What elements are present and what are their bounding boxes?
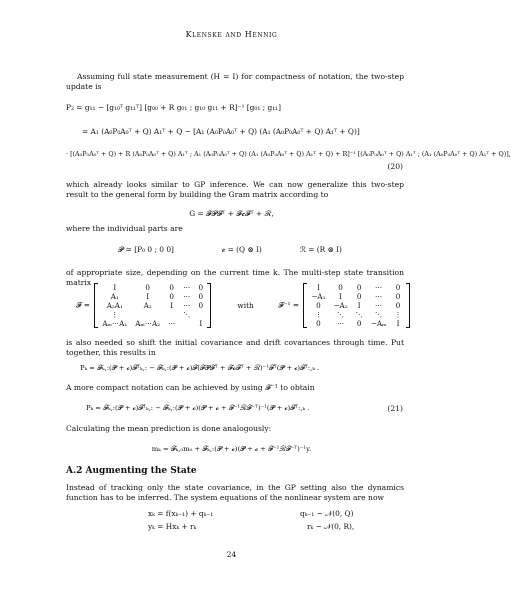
finv-matrix-table (307, 283, 405, 328)
finv-matrix-cell: ⋯ (375, 292, 383, 301)
finv-matrix-cell: 0 (356, 292, 362, 301)
equation-mean: mₖ = 𝓕ₖ,₀m₀ + 𝓕ₖ,:(𝓟 + 𝓬)(𝓟 + 𝓬 + 𝓕⁻¹ℛ𝓕⁻ᵀ)⁻¹y. (151, 445, 312, 453)
f-matrix-cell: ⋯ (183, 292, 191, 301)
f-matrix-cell: A₁ (110, 292, 119, 301)
finv-matrix-cell: ⋮ (314, 310, 323, 319)
finv-matrix-cell: ⋯ (375, 283, 383, 292)
section-heading: A.2 Augmenting the State (66, 466, 197, 476)
system-eq-2-right: rₖ ~ 𝒩(0, R), (307, 522, 355, 531)
equation-transition-matrices (76, 283, 412, 328)
finv-matrix-cell: I (317, 283, 320, 292)
finv-matrix-cell: ⋯ (336, 319, 345, 328)
finv-matrix-cell: 0 (395, 283, 401, 292)
f-matrix-cell: I (199, 319, 203, 328)
f-matrix-cell: 0 (169, 283, 174, 292)
f-matrix-cell: 0 (169, 292, 174, 301)
paragraph-parts: where the individual parts are (66, 224, 183, 233)
finv-matrix-cell: −A₂ (333, 301, 348, 310)
f-matrix-cell: ⋯ (183, 283, 191, 292)
system-eq-1-right: qₖ₋₁ ~ 𝒩(0, Q) (300, 509, 354, 518)
finv-matrix-row (307, 310, 405, 319)
f-matrix-cell (131, 310, 164, 319)
paragraph-gram: which already looks similar to GP inference. We can now generalize this two-step result to the general form by building the Gram matrix according to (66, 180, 404, 200)
system-eq-2-left: yₖ = Hxₖ + rₖ (148, 522, 197, 531)
f-matrix-cell (164, 310, 179, 319)
finv-matrix-cell: I (357, 301, 361, 310)
f-matrix-row (98, 319, 207, 328)
equation-p2-line1: P₂ = g₁₁ − [g₁₀ᵀ g₁₁ᵀ] [g₀₀ + R g₀₁ ; g₁₀ g₁₁ + R]⁻¹ [g₀₁ ; g₁₁] (66, 103, 282, 112)
f-matrix-cell: ⋯ (183, 301, 191, 310)
f-matrix-cell: A₂A₁ (106, 301, 123, 310)
f-matrix-cell: I (113, 283, 117, 292)
f-matrix-cell: 0 (198, 301, 204, 310)
equation-gram: G = 𝓕𝓟𝓕ᵀ + 𝓕𝓬𝓕ᵀ + ℛ, (189, 209, 274, 218)
finv-matrix-cell: 0 (316, 301, 321, 310)
finv-matrix-cell: 0 (356, 283, 362, 292)
finv-matrix-cell: −Aₘ (370, 319, 387, 328)
paragraph-mean: Calculating the mean prediction is done analogously: (66, 424, 272, 433)
paragraph-augmenting: Instead of tracking only the state covariance, in the GP setting also the dynamics function has to be inferred. The system equations of the nonlinear system are now (66, 483, 404, 503)
equation-pk-full: Pₖ = 𝓕ₖ,:(𝓟 + 𝓬)𝓕ᵀₖ,: − 𝓕ₖ,:(𝓟 + 𝓬)𝓕(𝓕𝓟𝓕ᵀ + 𝓕𝓬𝓕ᵀ + ℛ)⁻¹𝓕ᵀ(𝓟 + 𝓬)𝓕ᵀ:,ₖ . (80, 364, 320, 372)
f-matrix-cell: ⋱ (183, 310, 191, 319)
equation-part-q: 𝓬 = (Q ⊗ I) (222, 245, 262, 254)
finv-matrix-cell: 0 (395, 292, 401, 301)
equation-p2-line3: · [(A₀P₀A₀ᵀ + Q) + R (A₀P₀A₀ᵀ + Q) A₁ᵀ ; A₁ (A₀P₀A₀ᵀ + Q) (A₁ (A₀P₀A₀ᵀ + Q) A₁ᵀ + Q) + R]⁻¹ [(A₀P₀A₀ᵀ + Q) A₁ᵀ ; (A₁ (A₀P₀A₀ᵀ + Q) A₁ᵀ + Q)], (66, 150, 511, 158)
finv-matrix-cell: I (339, 292, 342, 301)
f-matrix-cell: 0 (198, 292, 204, 301)
f-matrix-cell: 0 (198, 283, 204, 292)
finv-matrix-cell: −A₁ (311, 292, 326, 301)
finv-matrix (303, 283, 409, 328)
finv-matrix-row (307, 283, 405, 292)
f-label: 𝓕 = (76, 300, 90, 310)
f-matrix-cell (179, 319, 194, 328)
equation-pk-compact: Pₖ = 𝓕ₖ,:(𝓟 + 𝓬)𝓕ᵀₖ,: − 𝓕ₖ,:(𝓟 + 𝓬)(𝓟 + 𝓬 + 𝓕⁻¹ℛ𝓕⁻ᵀ)⁻¹(𝓟 + 𝓬)𝓕ᵀ:,ₖ . (86, 404, 310, 412)
f-matrix-cell: ⋮ (111, 310, 119, 319)
running-header: Klenske and Hennig (185, 30, 278, 39)
finv-matrix-cell: 0 (395, 301, 401, 310)
f-matrix-cell: A₂ (143, 301, 152, 310)
paragraph-intro: Assuming full state measurement (H = I) for compactness of notation, the two-step update is (66, 72, 404, 92)
finv-matrix-cell: 0 (338, 283, 343, 292)
f-matrix-cell (194, 310, 207, 319)
f-matrix-row (98, 301, 207, 310)
f-matrix-table (98, 283, 207, 328)
equation-number-21: (21) (387, 404, 403, 413)
f-matrix-cell: Aₘ⋯A₂ (135, 319, 161, 328)
finv-matrix-row (307, 292, 405, 301)
finv-matrix-cell: 0 (356, 319, 362, 328)
f-matrix-row (98, 292, 207, 301)
f-matrix-row (98, 310, 207, 319)
paragraph-shift: is also needed so shift the initial covariance and drift covariances through time. Put together, this results in (66, 338, 404, 358)
paragraph-transition: of appropriate size, depending on the current time k. The multi-step state transition matrix (66, 268, 404, 288)
finv-matrix-cell: ⋱ (375, 310, 383, 319)
f-matrix-cell: Aₘ⋯A₁ (102, 319, 128, 328)
finv-matrix-row (307, 301, 405, 310)
finv-matrix-cell: ⋱ (355, 310, 363, 319)
system-eq-1-left: xₖ = f(xₖ₋₁) + qₖ₋₁ (148, 509, 214, 518)
finv-label: 𝓕⁻¹ = (278, 300, 300, 310)
finv-matrix-cell: I (396, 319, 400, 328)
equation-part-p: 𝓟 = [P₀ 0 ; 0 0] (118, 245, 174, 254)
f-matrix-cell: I (146, 292, 150, 301)
f-matrix-cell: ⋯ (168, 319, 176, 328)
f-matrix (94, 283, 211, 328)
finv-matrix-cell: ⋮ (394, 310, 402, 319)
paragraph-compact: A more compact notation can be achieved by using 𝓕⁻¹ to obtain (66, 383, 315, 392)
with-text: with (237, 300, 254, 310)
equation-part-r: ℛ = (R ⊗ I) (300, 245, 342, 254)
f-matrix-cell: I (170, 301, 174, 310)
finv-matrix-row (307, 319, 405, 328)
finv-matrix-cell: ⋱ (336, 310, 345, 319)
f-matrix-cell: 0 (145, 283, 150, 292)
page-number: 24 (226, 550, 237, 559)
equation-number-20: (20) (387, 162, 403, 171)
finv-matrix-cell: ⋯ (375, 301, 383, 310)
equation-p2-line2: = A₁ (A₀P₀A₀ᵀ + Q) A₁ᵀ + Q − [A₁ (A₀P₀A₀ᵀ + Q) (A₁ (A₀P₀A₀ᵀ + Q) A₁ᵀ + Q)] (82, 127, 360, 136)
f-matrix-row (98, 283, 207, 292)
finv-matrix-cell: 0 (316, 319, 321, 328)
